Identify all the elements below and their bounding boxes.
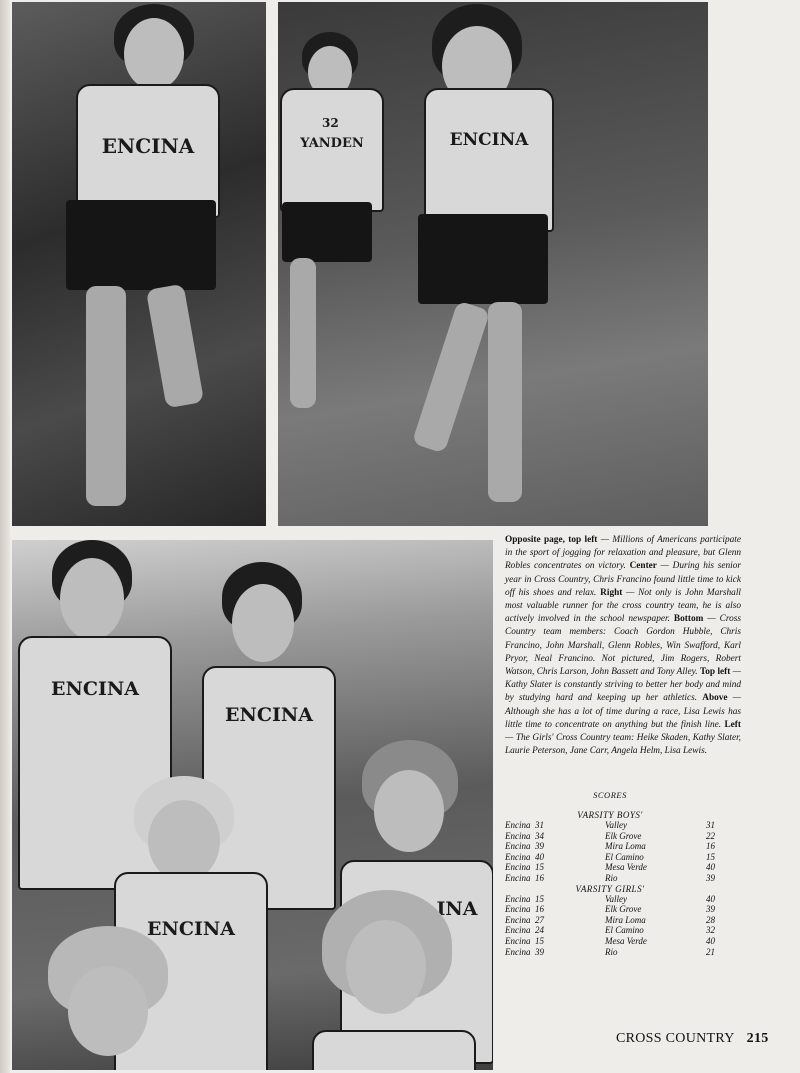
opponent-score: 40 <box>706 893 715 904</box>
caption-heading: Left <box>724 719 741 730</box>
photo-caption <box>505 534 741 758</box>
score-row <box>505 915 715 926</box>
team-name: Encina <box>505 904 531 915</box>
team-score: 15 <box>535 935 544 946</box>
caption-text: — The Girls' Cross Country team: Heike Skaden, Kathy Slater, Laurie Peterson, Jane Carr, Angela Helm, Lisa Lewis. <box>505 733 741 757</box>
opponent-name: Rio <box>605 872 618 883</box>
caption-text: — Not only is John Marshall most valuable runner for the cross country team, he is also actively involved in the school newspaper. <box>505 587 741 625</box>
page-footer <box>616 1031 769 1047</box>
runner-figure-front <box>388 2 688 522</box>
opponent-name: Valley <box>605 820 627 830</box>
opponent-name: Mesa Verde <box>605 862 647 873</box>
team-name: Encina <box>505 851 531 862</box>
opponent-score: 28 <box>706 914 715 925</box>
score-row <box>505 947 715 958</box>
caption-text: — Kathy Slater is constantly striving to better her body and mind by studying hard and keeping up her athletics. <box>505 667 742 704</box>
photo-runners-top-right <box>278 2 708 526</box>
varsity-boys-heading: VARSITY BOYS' <box>577 810 643 820</box>
page-spine <box>0 0 10 1073</box>
score-row <box>505 873 715 884</box>
opponent-score: 40 <box>706 862 715 873</box>
opponent-name: El Camino <box>605 925 644 936</box>
photo-runner-top-left <box>12 2 266 526</box>
jersey-label: YANDEN <box>300 136 364 151</box>
photo-team-bottom <box>12 540 493 1070</box>
opponent-score: 15 <box>706 851 715 862</box>
team-score: 24 <box>535 925 544 936</box>
team-name: Encina <box>505 946 531 957</box>
team-score: 16 <box>535 872 544 883</box>
team-score: 39 <box>535 841 544 852</box>
team-name: Encina <box>505 914 531 925</box>
caption-heading: Bottom <box>673 614 704 625</box>
caption-heading: Center <box>629 561 657 572</box>
jersey-label: ENCINA <box>101 134 195 158</box>
opponent-score: 31 <box>706 820 715 830</box>
team-name: Encina <box>505 820 531 830</box>
jersey-back <box>280 88 384 212</box>
jersey <box>76 84 220 218</box>
opponent-name: Mesa Verde <box>605 935 647 946</box>
jersey-label: ENCINA <box>147 918 235 940</box>
score-row <box>505 841 715 852</box>
opponent-name: Valley <box>605 893 627 904</box>
opponent-score: 32 <box>706 925 715 936</box>
team-score: 16 <box>535 904 544 915</box>
opponent-score: 40 <box>706 935 715 946</box>
jersey-label: ENCINA <box>51 678 139 700</box>
opponent-name: Elk Grove <box>605 904 642 915</box>
caption-heading: Opposite page, top left <box>505 535 598 545</box>
jersey-front <box>424 88 554 232</box>
team-score: 27 <box>535 914 544 925</box>
caption-text: — Millions of Americans participate in the sport of jogging for relaxation and pleasure, but Glenn Robles concentrates on victory. <box>505 535 741 572</box>
opponent-score: 22 <box>706 830 715 841</box>
score-row <box>505 831 715 842</box>
runner-figure <box>52 2 242 526</box>
team-score: 34 <box>535 830 544 841</box>
score-row <box>505 925 715 936</box>
team-name: Encina <box>505 893 531 904</box>
team-name: Encina <box>505 935 531 946</box>
section-title: CROSS COUNTRY <box>616 1031 735 1046</box>
team-name: Encina <box>505 841 531 852</box>
opponent-score: 16 <box>706 841 715 852</box>
caption-text: — Cross Country team members: Coach Gordon Hubble, Chris Francino, John Marshall, Glenn Robles, Win Swafford, Karl Pryor, Neal Francino. Not pictured, Jim Rogers, Robert Watson, Chris Larson, John Bassett and Tony Alley. <box>505 614 741 678</box>
scores-heading: SCORES <box>593 790 627 800</box>
varsity-girls-heading: VARSITY GIRLS' <box>575 883 645 894</box>
score-row <box>505 852 715 863</box>
team-score: 39 <box>535 946 544 957</box>
team-member <box>312 890 472 1070</box>
team-score: 15 <box>535 893 544 904</box>
jersey-number: 32 <box>322 116 339 130</box>
opponent-name: Elk Grove <box>605 830 642 841</box>
opponent-name: Rio <box>605 946 618 957</box>
team-score: 40 <box>535 851 544 862</box>
jersey-label: ENCINA <box>225 704 313 726</box>
jersey-label: ENCINA <box>449 130 529 150</box>
opponent-name: El Camino <box>605 851 644 862</box>
team-name: Encina <box>505 862 531 873</box>
team-score: 15 <box>535 862 544 873</box>
varsity-boys-table <box>505 820 715 884</box>
team-name: Encina <box>505 830 531 841</box>
opponent-score: 39 <box>706 872 715 883</box>
opponent-score: 21 <box>706 946 715 957</box>
varsity-girls-table <box>505 894 715 958</box>
caption-text: — During his senior year in Cross Country, Chris Francino found little time to kick off his shoes and relax. <box>505 561 741 598</box>
caption-heading: Right <box>600 587 623 598</box>
team-name: Encina <box>505 872 531 883</box>
opponent-name: Mira Loma <box>605 914 646 925</box>
caption-text: — Although she has a lot of time during a race, Lisa Lewis has little time to concentrate on anything but the finish line. <box>505 693 742 730</box>
score-row <box>505 894 715 905</box>
scores-table <box>505 790 715 957</box>
caption-heading: Above <box>702 693 728 704</box>
score-row <box>505 862 715 873</box>
opponent-name: Mira Loma <box>605 841 646 852</box>
team-member <box>42 926 192 1070</box>
runner-figure-back <box>278 32 388 412</box>
score-row <box>505 820 715 831</box>
score-row <box>505 936 715 947</box>
page-number: 215 <box>746 1031 769 1046</box>
opponent-score: 39 <box>706 904 715 915</box>
jersey-label: INA <box>436 898 478 920</box>
caption-heading: Top left <box>699 667 731 678</box>
team-score: 31 <box>535 820 544 830</box>
team-name: Encina <box>505 925 531 936</box>
score-row <box>505 904 715 915</box>
